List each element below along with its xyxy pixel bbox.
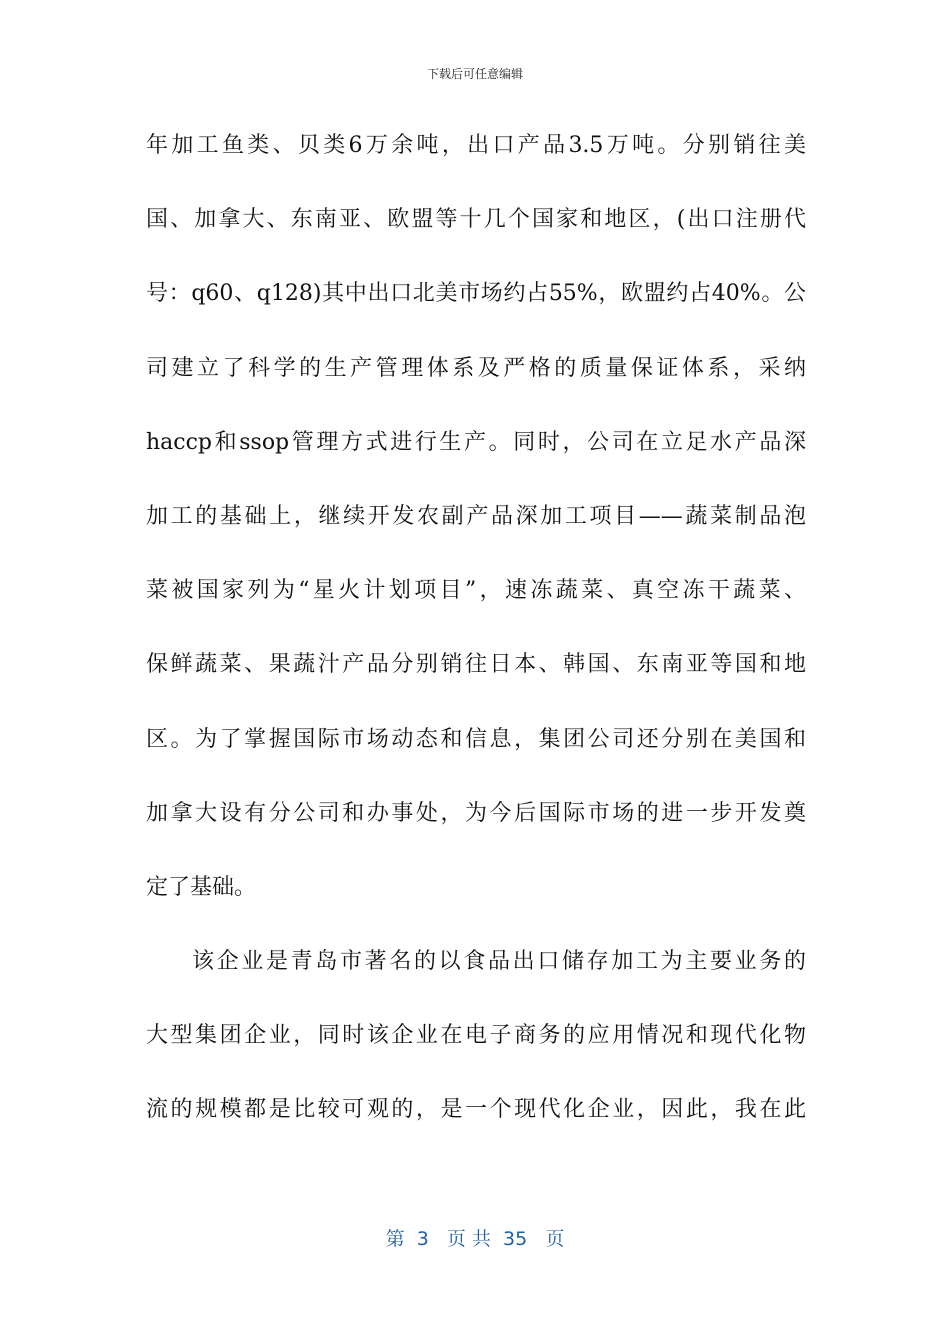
text-line: 年加工鱼类、贝类6万余吨，出口产品3.5万吨。分别销往美 [146, 133, 806, 158]
text-line: 加工的基础上，继续开发农副产品深加工项目——蔬菜制品泡 [146, 503, 806, 529]
page-number-footer: 第 3 页 共 35 页 [385, 1228, 565, 1250]
document-body [146, 126, 806, 1165]
text-line: 号：q60、q128)其中出口北美市场约占55%，欧盟约占40%。公 [146, 281, 806, 307]
page-header: 下载后可任意编辑 [426, 67, 523, 81]
text-line: 司建立了科学的生产管理体系及严格的质量保证体系，采纳 [146, 355, 806, 381]
text-line: 菜被国家列为“星火计划项目”，速冻蔬菜、真空冻干蔬菜、 [146, 578, 806, 604]
text-line: 保鲜蔬菜、果蔬汁产品分别销往日本、韩国、东南亚等国和地 [146, 652, 806, 678]
text-line: 区。为了掌握国际市场动态和信息，集团公司还分别在美国和 [146, 726, 806, 752]
paragraph-first-line: 该企业是青岛市著名的以食品出口储存加工为主要业务的 [192, 949, 806, 975]
text-line: 流的规模都是比较可观的，是一个现代化企业，因此，我在此 [146, 1097, 806, 1123]
text-line: 加拿大设有分公司和办事处，为今后国际市场的进一步开发奠 [146, 800, 806, 826]
text-line: haccp和ssop管理方式进行生产。同时，公司在立足水产品深 [146, 429, 806, 455]
text-line: 定了基础。 [146, 874, 257, 900]
text-line: 国、加拿大、东南亚、欧盟等十几个国家和地区，(出口注册代 [146, 207, 806, 233]
text-line: 大型集团企业，同时该企业在电子商务的应用情况和现代化物 [146, 1023, 806, 1049]
